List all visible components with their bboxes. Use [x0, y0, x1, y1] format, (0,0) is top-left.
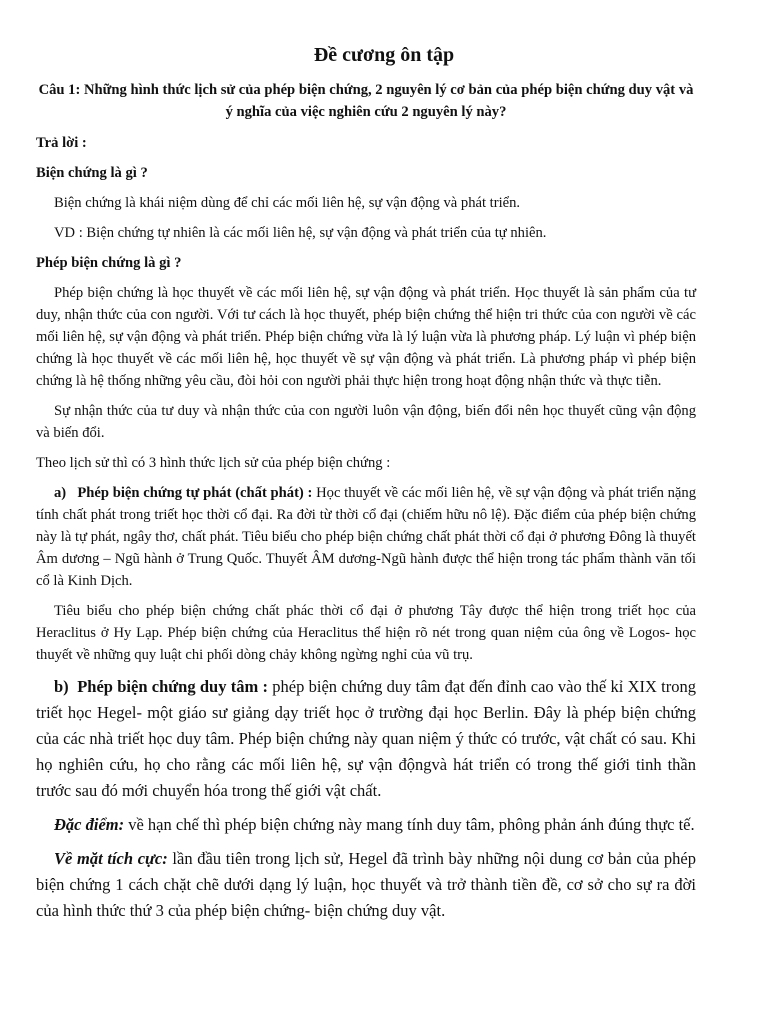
paragraph-dialectics-theory: Phép biện chứng là học thuyết về các mối liên hệ, sự vận động và phát triển. Học thuyết là sản phẩm của tư duy, nhận thức của con người. Với tư cách là học thuyết, phép biện chứng thể hiện tri thức của con người về các mối liên hệ, sự vận động và phát triển. Phép biện chứng vừa là lý luận vừa là phương pháp. Lý luận vì phép biện chứng là học thuyết về các mối liên hệ, học thuyết về sự vận động và phát triển. Là phương pháp vì phép biện chứng là hệ thống những yêu cầu, đòi hỏi con người phải thực hiện trong hoạt động nhận thức và thực tiễn. — [36, 285, 696, 389]
page-title: Đề cương ôn tập — [313, 44, 455, 66]
paragraph-cognition: Sự nhận thức của tư duy và nhận thức của con người luôn vận động, biến đổi nên học thuyết cũng vận động và biến đổi. — [36, 403, 696, 441]
paragraph-heraclitus: Tiêu biểu cho phép biện chứng chất phác thời cổ đại ở phương Tây được thể hiện trong triết học của Heraclitus ở Hy Lạp. Phép biện chứng của Heraclitus thể hiện rõ nét trong quan niệm của ông về Logos- học thuyết về những quy luật chi phối dòng chảy không ngừng nghỉ của vũ trụ. — [36, 603, 696, 663]
list-label-b: Phép biện chứng duy tâm : — [77, 677, 269, 696]
paragraph-characteristics — [36, 812, 696, 838]
characteristics-text: về hạn chế thì phép biện chứng này mang tính duy tâm, phông phản ánh đúng thực tế. — [124, 815, 695, 834]
section-heading-dialectics-method: Phép biện chứng là gì ? — [36, 255, 182, 271]
list-marker-b: b) — [54, 677, 69, 696]
answer-label: Trả lời : — [36, 135, 87, 151]
paragraph-example: VD : Biện chứng tự nhiên là các mối liên hệ, sự vận động và phát triển của tự nhiên. — [54, 225, 547, 241]
paragraph-positive — [36, 846, 696, 924]
list-marker-a: a) — [54, 485, 67, 501]
list-label-a: Phép biện chứng tự phát (chất phát) : — [77, 485, 313, 501]
list-item-b — [36, 674, 696, 804]
list-text-a: Học thuyết về các mối liên hệ, về sự vận động và phát triển nặng tính chất phát trong triết học thời cổ đại. Ra đời từ thời cổ đại (chiếm hữu nô lệ). Đặc điểm của phép biện chứng này là tự phát, ngây thơ, chất phát. Tiêu biểu cho phép biện chứng chất phát thời cổ đại ở phương Đông là thuyết Âm dương – Ngũ hành ở Trung Quốc. Thuyết ÂM dương-Ngũ hành được thể hiện trong tác phẩm thành văn tối cổ là Kinh Dịch. — [36, 485, 697, 589]
question-heading: Câu 1: Những hình thức lịch sử của phép biện chứng, 2 nguyên lý cơ bản của phép biện chứng duy vật và ý nghĩa của việc nghiên cứu 2 nguyên lý này? — [38, 82, 694, 120]
list-text-b: phép biện chứng duy tâm đạt đến đỉnh cao vào thế kỉ XIX trong triết học Hegel- một giáo sư giảng dạy triết học ở trường đại học Berlin. Đây là phép biện chứng của các nhà triết học duy tâm. Phép biện chứng này quan niệm ý thức có trước, vật chất có sau. Khi họ nghiên cứu, họ cho rằng các mối liên hệ, sự vận độngvà hát triển có trong thế giới tinh thần trước sau đó mới chuyển hóa trong thế giới vật chất. — [36, 677, 696, 800]
characteristics-label: Đặc điểm: — [54, 815, 125, 834]
section-heading-dialectic: Biện chứng là gì ? — [36, 165, 148, 181]
positive-text: lần đầu tiên trong lịch sử, Hegel đã trình bày những nội dung cơ bản của phép biện chứng 1 cách chặt chẽ dưới dạng lý luận, học thuyết và trở thành tiền đề, cơ sở cho sự ra đời của hình thức thứ 3 của phép biện chứng- biện chứng duy vật. — [36, 849, 696, 920]
positive-label: Về mặt tích cực: — [54, 849, 168, 868]
paragraph-history-forms: Theo lịch sử thì có 3 hình thức lịch sử của phép biện chứng : — [36, 455, 391, 471]
paragraph-definition: Biện chứng là khái niệm dùng để chỉ các mối liên hệ, sự vận động và phát triển. — [54, 195, 521, 211]
list-item-a — [36, 482, 696, 592]
